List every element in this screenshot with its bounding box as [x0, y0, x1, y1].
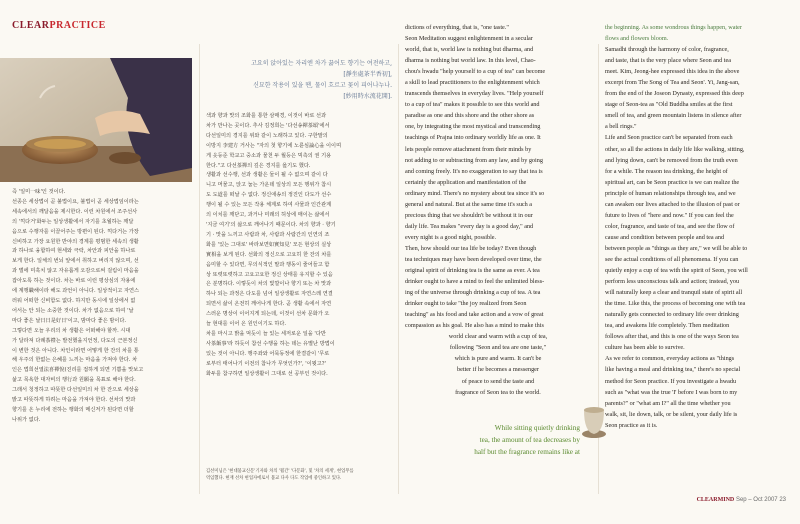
text-line: smell of tea, and green mountain listens in silence after — [605, 112, 742, 120]
text-line: Seon practice as it is. — [605, 421, 658, 429]
text-line: 있는 것이 아니다. 행주좌와 어묵동정에 한결같이 '무로 — [206, 350, 330, 357]
text-line: 로부터 태어나기 이전의 참나가 무엇인가?', '이뭣고?' — [206, 360, 326, 367]
text-line: which is pure and warm. It can't be — [454, 355, 542, 363]
text-line: 잡아도록 하는 것이다. 차는 바로 이런 평상심의 자용에 — [12, 278, 136, 285]
text-line: drinker ought to have a mind to feel the unlimited bless- — [405, 278, 545, 286]
text-line: cause and condition between people and tea and — [605, 233, 725, 241]
pull-quote: While sitting quietly drinking tea, the amount of tea decreases by half but the fragrance remains like at — [474, 424, 580, 456]
text-line: 해 우주의 한없는 은혜를 느끼는 마음을 가져야 한다. 차 — [12, 357, 138, 364]
korean-column-left — [12, 188, 192, 426]
text-line: a skill to lead practitioners to the enlightenment which — [405, 79, 540, 87]
tea-bowl-illustration — [580, 390, 608, 440]
korean-quote: 고요히 앉아있는 자리엔 차가 끓어도 향기는 여전하고, [靜坐處茶半香初], 신묘한 작용이 있을 땐, 물이 흐르고 꽃이 피어나누나. [妙用時水流花開]. — [251, 60, 392, 100]
text-line: not adding to or subtracting from any law, and by going — [405, 156, 543, 164]
text-line: 하나 되는 과정은 다도를 넘어 일상생활로 자연스레 연결 — [206, 291, 333, 298]
text-line: 보게 한다. 일체의 번뇌 앞에서 취하고 버리지 않으며, 선 — [12, 258, 139, 265]
text-line: better if he becomes a messenger — [457, 366, 539, 374]
text-line: and taste, that is the very place where Seon and tea — [605, 57, 731, 65]
text-line: can awaken our lives attached to the illusion of past or — [605, 200, 740, 208]
text-line: 實相을 보게 된다. 선화의 정신으로 고요히 한 잔의 차를 — [206, 251, 332, 258]
text-line: 에 계행職해이라 해도 과언이 아니다. 일상적이고 자연스 — [12, 288, 139, 295]
text-line: color, fragrance, and taste of tea, and see the flow of — [605, 222, 735, 230]
text-line: flows and flowers bloom. — [605, 35, 669, 43]
text-line: 과 하나로 융합하여 현세와 극락, 차안과 피안을 하나로 — [12, 248, 136, 255]
tea-photo — [0, 58, 192, 182]
text-line: 인은 법희선열法喜禪悅(진리를 접하게 되면 기쁨을 맛보고 — [12, 367, 144, 374]
issue-date: Sep – Oct 2007 — [735, 497, 778, 503]
text-line: walk, sit, lie down, talk, or be silent, your daily life is — [605, 410, 738, 418]
text-line: the beginning. As some wondrous things happen, water — [605, 24, 742, 31]
text-line: original spirit of drinking tea is the same as ever. A tea — [405, 267, 540, 275]
column-divider — [398, 44, 399, 494]
text-line: 화를 '있는 그대로' 바라보면如實知見' 모든 현상의 실상 — [206, 241, 332, 248]
text-line: such as "what was the true 'I' before I was born to my — [605, 388, 738, 396]
text-line: spiritual art, can be Seon practice is we can realize the — [605, 178, 740, 186]
author-footnote: 김선미님은 '현대불교신문'기자와 차의 '월간' '다문화', 및 '차의 세계', 현업무를 역임했다. 현재 선차 현업자에로서 불교 다사 다도 작업에 중인하고 있다. — [206, 469, 354, 481]
text-line: tea techniques may have been developed over time, the — [405, 255, 542, 263]
english-column-1 — [405, 22, 591, 398]
text-line: 늘 현대를 이어 온 원인이기도 하다. — [206, 321, 287, 328]
text-line: 니고 머물고, 앉고 눕는 가운데 일상의 모든 행위가 참시 — [206, 182, 332, 189]
text-line: general and natural. But at the same time it's such a — [405, 200, 533, 208]
text-line: 생활과 선수행, 선과 생활은 둘이 될 수 없으며 같이 다 — [206, 172, 328, 179]
section-logo: CLEARPRACTICE — [12, 20, 106, 31]
text-line: 러워 어떠한 신비함도 없다. 하지만 동시에 일상에서 없 — [12, 297, 136, 304]
text-line: between people as "things as they are," we will be able to — [605, 244, 748, 252]
text-line: teaching" as his food and take action and a vow of great — [405, 311, 544, 319]
text-line: of peace to send the taste and — [461, 377, 535, 385]
text-line: 과 벌에 미혹치 않고 자유롭게 오감으로써 걸림이 마음을 — [12, 268, 139, 275]
text-line: 어서는 안 되는 소중한 것이다. 차가 없음으로 하여 '날 — [12, 307, 134, 314]
text-line: tea, and awakens life completely. Then meditation — [605, 322, 730, 330]
text-line: ing of the universe through drinking a cup of tea. A tea — [405, 289, 541, 297]
text-line: precious thing that we shouldn't be without it in our — [405, 211, 533, 219]
text-line: 그래서 청정하고 따뜻한 다선일미의 차 한 잔으로 세상을 — [12, 387, 139, 394]
text-line: 가 달라져 다례茶禮는 발전했을지언정, 다도의 근본정신 — [12, 337, 138, 344]
text-line: and coming freely. It's no exaggeration to say that tea is — [405, 167, 543, 175]
text-line: follows after that, and this is one of the ways Seon tea — [605, 333, 739, 341]
text-line: 향기를 온 누리에 전하는 행화의 메신저가 된다면 더할 — [12, 406, 134, 413]
column-divider — [199, 44, 200, 494]
text-line: perform less unconscious talk and action; instead, you — [605, 278, 740, 286]
korean-column-middle — [206, 112, 394, 379]
text-line: compassion as his goal. He also has a mind to make this — [405, 322, 544, 330]
text-line: for a while. The reason tea drinking, the height of — [605, 167, 728, 175]
page-number: 23 — [779, 497, 786, 503]
text-line: to a cup of tea" makes it possible to see this world and — [405, 101, 540, 109]
text-line: quietly enjoy a cup of tea with the spirit of Seon, you will — [605, 267, 748, 275]
text-line: method for Seon practice. If you investigate a hwadu — [605, 377, 737, 385]
text-line: Seon Meditation suggest enlightenment in a secular — [405, 35, 533, 43]
text-line: 게 옷등준 학교고 중소과 물천 두 월등은 믹측의 권 기용 — [206, 152, 332, 159]
text-line: culture has been able to survive. — [605, 344, 685, 352]
text-line: 음미할 수 있다면, 무의식적인 말과 행동이 줄어들고 함 — [206, 261, 330, 268]
text-line: 신비하고 가장 요원한 반야의 경계를 평범한 세속의 생활 — [12, 238, 139, 245]
text-line: 되면서 삶이 온전히 깨어나게 한다. 곧 생활 속에서 자연 — [206, 301, 332, 308]
text-line: will naturally keep a clear and tranquil state of spirit all — [605, 289, 743, 297]
text-line: 의 '끽다거'화두는 일상생활에서 자기를 초월하는 깨달 — [12, 218, 134, 225]
text-line: 나위가 없다. — [12, 416, 41, 423]
text-line: Life and Seon practice can't be separated from each — [605, 134, 733, 142]
text-line: 음으로 수행자를 이끌어주는 방편이 된다. 끽다거는 가장 — [12, 228, 139, 235]
text-line: the time. Like this, the process of becoming one with tea — [605, 300, 746, 308]
text-line: Then, how should our tea life be today? Even though — [405, 244, 537, 252]
text-line: 색과 향과 맛의 조화를 통한 삼매경, 이것이 바로 선과 — [206, 113, 327, 119]
text-line: 행이 될 수 있는 모든 작용 체계로 하여 사물과 인간관계 — [206, 202, 332, 209]
text-line: 화두를 참구하면 일상생활이 그대로 선 공부인 것이다. — [206, 370, 328, 377]
text-line: '지금 여기'의 삶으로 깨어나기 때문이다. 차의 향과 · 향기 — [206, 221, 336, 228]
text-line: ordinary mind. There's no mystery about tea since it's so — [405, 189, 545, 197]
text-line: naturally gets connected to ordinary life over drinking — [605, 311, 739, 319]
text-line: 스러운 명상이 이어지게 되는데, 이것이 선차 문화가 오 — [206, 311, 330, 318]
text-line: 즉 '일미一味'인 것이다. — [12, 189, 66, 195]
text-line: parents?" or "what am I?" all the time whether you — [605, 399, 731, 407]
text-line: 도 도道를 떠날 수 없다. 정신애송의 정진인 다도가 선수 — [206, 192, 332, 199]
page-footer — [697, 497, 786, 503]
text-line: from the end of the Joseon Dynasty, expressed this deep — [605, 90, 744, 98]
text-line: 그렇다면 오늘 우리의 차 생활은 어떠해야 할까. 시대 — [12, 327, 131, 334]
text-line: principle of human relationships through tea, and we — [605, 189, 736, 197]
text-line: like having a meal and drinking tea," there's no special — [605, 366, 741, 374]
text-line: lets people remove attachment from their minds by — [405, 145, 532, 153]
text-line: other, so all the actions in daily life like walking, sitting, — [605, 145, 745, 153]
text-line: daily life. Tea makes "every day is a good day," and — [405, 222, 534, 230]
text-line: 다선일미의 경지를 위와 같이 노래하고 있다. 구한말의 — [206, 132, 328, 139]
text-line: teachings of Prajna into ordinary worldly life as one. It — [405, 134, 541, 142]
text-line: dictions of everything, that is, "one taste." — [405, 24, 509, 31]
text-line: and lying down, can't be removed from the truth even — [605, 156, 738, 164]
text-line: 차를 마시고 밝을 먹듯이 늘 있는 세저로운 일을 '다반 — [206, 330, 326, 337]
text-line: following "Seon and tea are one taste," — [449, 344, 547, 352]
text-line: 은 분명하다. 이렇듯이 차의 빛깔이나 향기 또는 차 맛과 — [206, 281, 332, 288]
text-line: 마다 좋은 날日日是好日'이고, 밤마다 좋은 밤이다. — [12, 317, 127, 324]
text-line: 선종은 세상법이 곧 불법이요, 불법이 곧 세상법임이라는 — [12, 198, 139, 205]
text-line: 이방지 李建方 거사는 "자의 첫 향기에 노륜심論心을 이이며 — [206, 142, 342, 149]
text-line: 기 · 맛을 느끼고 사람과 차, 사람과 사람간의 인연의 조 — [206, 231, 330, 238]
text-line: 사茶飯事'라 하듯이 참선 수행을 하는 데는 유별난 방법이 — [206, 340, 335, 347]
english-column-2 — [605, 22, 791, 431]
text-line: dharma is nothing but world law. In this level, Chao- — [405, 57, 536, 65]
text-line: meet. Kim, Jeong-hee expressed this idea in the above — [605, 68, 740, 76]
text-line: 밝고 따뜻하게 하려는 마음을 가져야 한다. 선차의 맛과 — [12, 397, 136, 404]
text-line: world, that is, world law is nothing but dharma, and — [405, 46, 534, 54]
text-line: Samadhi through the harmony of color, fragrance, — [605, 46, 729, 54]
text-line: future to lives of "here and now." If you can feel the — [605, 211, 734, 219]
text-line: drinker ought to take "the joy realized from Seon — [405, 300, 527, 308]
text-line: 상 또렷또렷하고 고요고요한 정신 상태를 유지할 수 있음 — [206, 271, 333, 278]
magazine-name: CLEARMIND — [696, 497, 735, 503]
text-line: paradise as one and this shore and the other shore as — [405, 112, 535, 120]
text-line: chou's hwadu "help yourself to a cup of tea" can become — [405, 68, 546, 76]
text-line: stage of Seon-tea as "Old Buddha smiles at the first — [605, 101, 733, 109]
text-line: one, by integrating the most mystical and transcending — [405, 123, 541, 131]
text-line: a bell rings." — [605, 123, 637, 131]
text-line: 차가 만나는 곳이다. 추사 김정희는 '다선송禪茶頌'에서 — [206, 122, 330, 129]
text-line: 의 이치를 깨닫고, 과거나 미래의 허상에 매이는 삶에서 — [206, 212, 330, 219]
text-line: fragrance of Seon tea to the world. — [455, 388, 541, 396]
text-line: 이 변한 것은 아니다. 차인이라면 어떻게 한 잔의 차를 통 — [12, 347, 139, 354]
text-line: 삶고 목욕한 대자비의 행行과 원願을 목표로 해야 한다. — [12, 377, 136, 384]
text-line: As we refer to common, everyday actions as "things — [605, 355, 735, 363]
text-line: every night is a good night, possible. — [405, 233, 497, 241]
text-line: 세속에서의 깨달음을 제시한다. 이런 차원에서 조주선사 — [12, 208, 138, 215]
text-line: world clear and warm with a cup of tea, — [448, 333, 548, 341]
text-line: excerpt from The Song of Tea and Seon'. Yi, Jang-san, — [605, 79, 740, 87]
text-line: transcends themselves in everyday lives. "Help yourself — [405, 90, 544, 98]
text-line: see the actual conditions of all phenomena. If you can — [605, 255, 739, 263]
text-line: 한다."고 다선茶禪의 깊은 경지를 읊기도 했다. — [206, 162, 311, 169]
text-line: certainly the application and manifestation of the — [405, 178, 527, 186]
